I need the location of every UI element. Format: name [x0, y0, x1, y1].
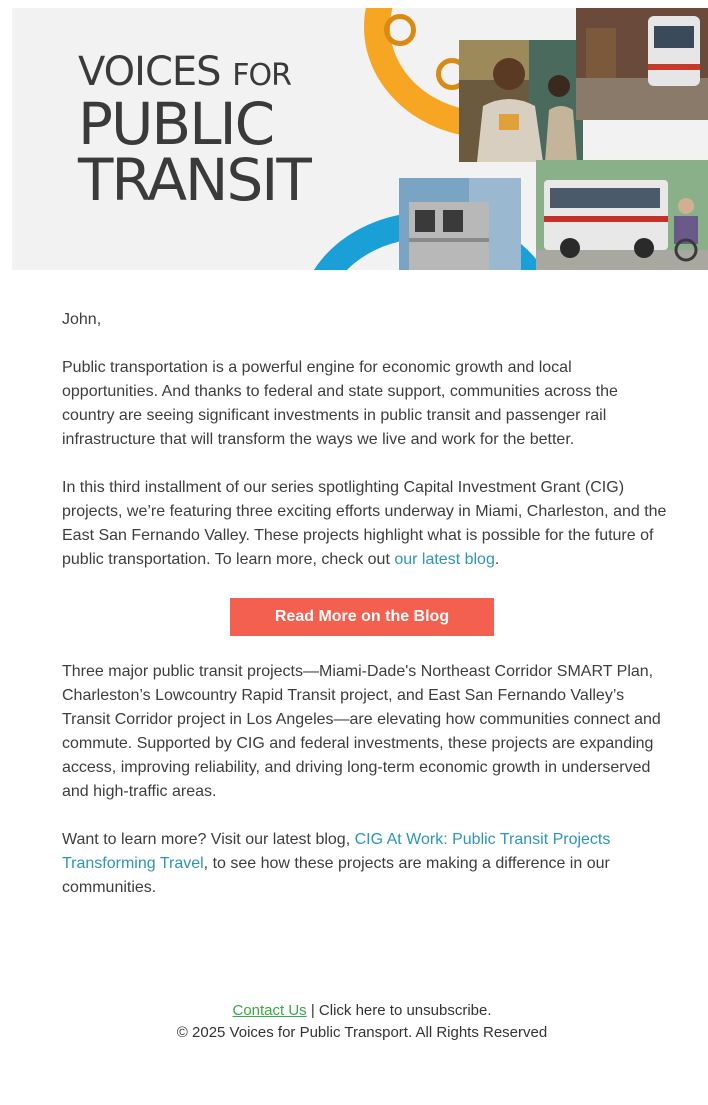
photo-elevated-rail-train — [399, 178, 521, 270]
footer-links-line — [0, 1000, 708, 1022]
photo-light-rail-train — [576, 8, 708, 120]
cta-container — [230, 598, 494, 636]
paragraph-intro: Public transportation is a powerful engine for economic growth and local opportunities. And thanks to federal and state support, communities across the country are seeing significant investments in public transit and passenger rail infrastructure that will transform the ways we live and work for the better. — [62, 359, 618, 448]
read-more-blog-button[interactable]: Read More on the Blog — [230, 598, 494, 636]
cig-at-work-blog-link[interactable]: CIG At Work: Public Transit Projects Transforming Travel — [62, 831, 611, 872]
paragraph-series-text: In this third installment of our series spotlighting Capital Investment Grant (CIG) projects, we’re featuring three exciting efforts underway in Miami, Charleston, and the East San Fernando Valley. These projects highlight what is possible for the future of public transportation. To learn more, check out — [62, 479, 667, 568]
paragraph-learn-more — [62, 828, 672, 900]
contact-us-link[interactable]: Contact Us — [232, 1002, 307, 1019]
brand-logo — [78, 49, 310, 214]
paragraph-learn-more-start: Want to learn more? Visit our latest blog, — [62, 831, 355, 848]
logo-word-for: FOR — [232, 58, 291, 93]
logo-word-public: PUBLIC — [78, 90, 274, 158]
photo-rider-with-phone — [459, 40, 583, 162]
email-body-top — [62, 308, 672, 596]
decorative-ring-icon — [384, 14, 416, 46]
unsubscribe-text[interactable]: | Click here to unsubscribe. — [306, 1002, 492, 1019]
logo-word-transit: TRANSIT — [78, 146, 310, 214]
logo-word-voices: VOICES — [78, 49, 221, 95]
header-banner — [12, 8, 708, 270]
copyright-text: © 2025 Voices for Public Transport. All Rights Reserved — [176, 1024, 548, 1041]
paragraph-learn-more-end: , to see how these projects are making a difference in our communities. — [62, 855, 610, 896]
paragraph-projects: Three major public transit projects—Miami-Dade's Northeast Corridor SMART Plan, Charleston’s Lowcountry Rapid Transit project, and East San Fernando Valley’s Transit Corridor project in Los Angeles—are elevating how communities connect and commute. Supported by CIG and federal investments, these projects are expanding access, improving reliability, and driving long-term economic growth in underserved and high-traffic areas. — [62, 663, 661, 800]
email-body-bottom — [62, 660, 672, 924]
latest-blog-link[interactable]: our latest blog — [394, 551, 495, 568]
greeting: John, — [62, 311, 102, 328]
paragraph-series — [62, 476, 672, 572]
paragraph-series-end: . — [494, 551, 500, 568]
photo-bus-wheelchair-boarding — [536, 160, 708, 270]
email-footer — [0, 1000, 708, 1044]
